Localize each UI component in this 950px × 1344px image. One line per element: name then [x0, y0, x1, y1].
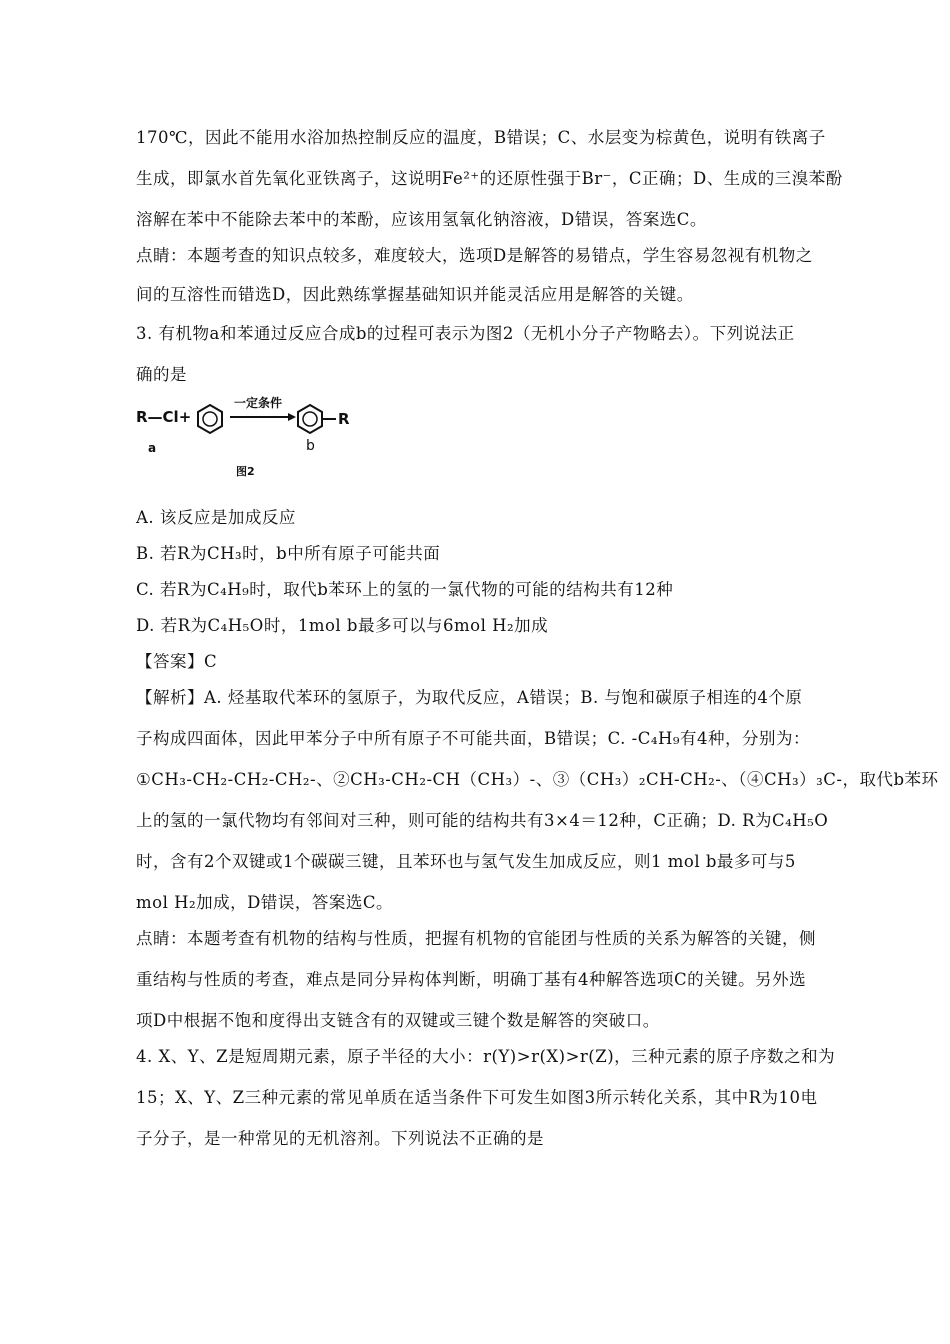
- product-r-text: R: [338, 410, 350, 428]
- comment-line: 点睛：本题考查的知识点较多，难度较大，选项D是解答的易错点，学生容易忽视有机物之: [136, 246, 813, 265]
- analysis-line: 子构成四面体，因此甲苯分子中所有原子不可能共面，B错误；C. -C₄H₉有4种，分别为：: [136, 729, 810, 748]
- comment-line: 项D中根据不饱和度得出支链含有的双键或三键个数是解答的突破口。: [136, 1011, 660, 1030]
- text-line: 170℃，因此不能用水浴加热控制反应的温度，B错误；C、水层变为棕黄色，说明有铁离子: [136, 128, 826, 147]
- analysis-line: 上的氢的一氯代物均有邻间对三种，则可能的结构共有3×4＝12种，C正确；D. R为C₄H₅O: [136, 811, 829, 830]
- question-4-line: 子分子，是一种常见的无机溶剂。下列说法不正确的是: [136, 1129, 544, 1148]
- comment-line: 点睛：本题考查有机物的结构与性质，把握有机物的官能团与性质的关系为解答的关键，侧: [136, 929, 816, 948]
- analysis-line: 时，含有2个双键或1个碳碳三键，且苯环也与氢气发生加成反应，则1 mol b最多可与5: [136, 852, 796, 871]
- text-line: 溶解在苯中不能除去苯中的苯酚，应该用氢氧化钠溶液，D错误，答案选C。: [136, 210, 707, 229]
- option-a: A. 该反应是加成反应: [136, 508, 296, 527]
- option-c: C. 若R为C₄H₉时，取代b苯环上的氢的一氯代物的可能的结构共有12种: [136, 580, 674, 599]
- analysis-line: mol H₂加成，D错误，答案选C。: [136, 893, 393, 912]
- label-a: a: [148, 441, 157, 455]
- analysis-line: ①CH₃-CH₂-CH₂-CH₂-、②CH₃-CH₂-CH（CH₃）-、③（CH₃）₂CH-CH₂-、（④CH₃）₃C-，取代b苯环: [136, 770, 939, 789]
- question-4-line: 15；X、Y、Z三种元素的常见单质在适当条件下可发生如图3所示转化关系，其中R为10电: [136, 1088, 818, 1107]
- reactant-text: R—Cl+: [136, 408, 192, 426]
- benzene-ring-icon: [198, 405, 222, 433]
- option-b: B. 若R为CH₃时，b中所有原子可能共面: [136, 544, 441, 563]
- label-b: b: [306, 438, 315, 454]
- comment-line: 间的互溶性而错选D，因此熟练掌握基础知识并能灵活应用是解答的关键。: [136, 285, 694, 304]
- condition-text: 一定条件: [234, 396, 283, 410]
- analysis-line: 【解析】A. 烃基取代苯环的氢原子，为取代反应，A错误；B. 与饱和碳原子相连的4个原: [136, 688, 803, 707]
- question-4-line: 4. X、Y、Z是短周期元素，原子半径的大小：r(Y)>r(X)>r(Z)，三种元素的原子序数之和为: [136, 1047, 836, 1066]
- reaction-figure: [136, 395, 376, 480]
- question-3-line: 确的是: [136, 365, 187, 384]
- comment-line: 重结构与性质的考查，难点是同分异构体判断，明确丁基有4种解答选项C的关键。另外选: [136, 970, 807, 989]
- text-line: 生成，即氯水首先氧化亚铁离子，这说明Fe²⁺的还原性强于Br⁻，C正确；D、生成的三溴苯酚: [136, 169, 843, 188]
- reaction-scheme: [136, 395, 376, 480]
- option-d: D. 若R为C₄H₅O时，1mol b最多可以与6mol H₂加成: [136, 616, 549, 635]
- question-3-line: 3. 有机物a和苯通过反应合成b的过程可表示为图2（无机小分子产物略去）。下列说法正: [136, 324, 795, 343]
- arrow-head-icon: [288, 413, 296, 421]
- figure-caption: 图2: [236, 465, 255, 478]
- benzene-ring-icon: [298, 405, 322, 433]
- answer-line: 【答案】C: [136, 652, 218, 671]
